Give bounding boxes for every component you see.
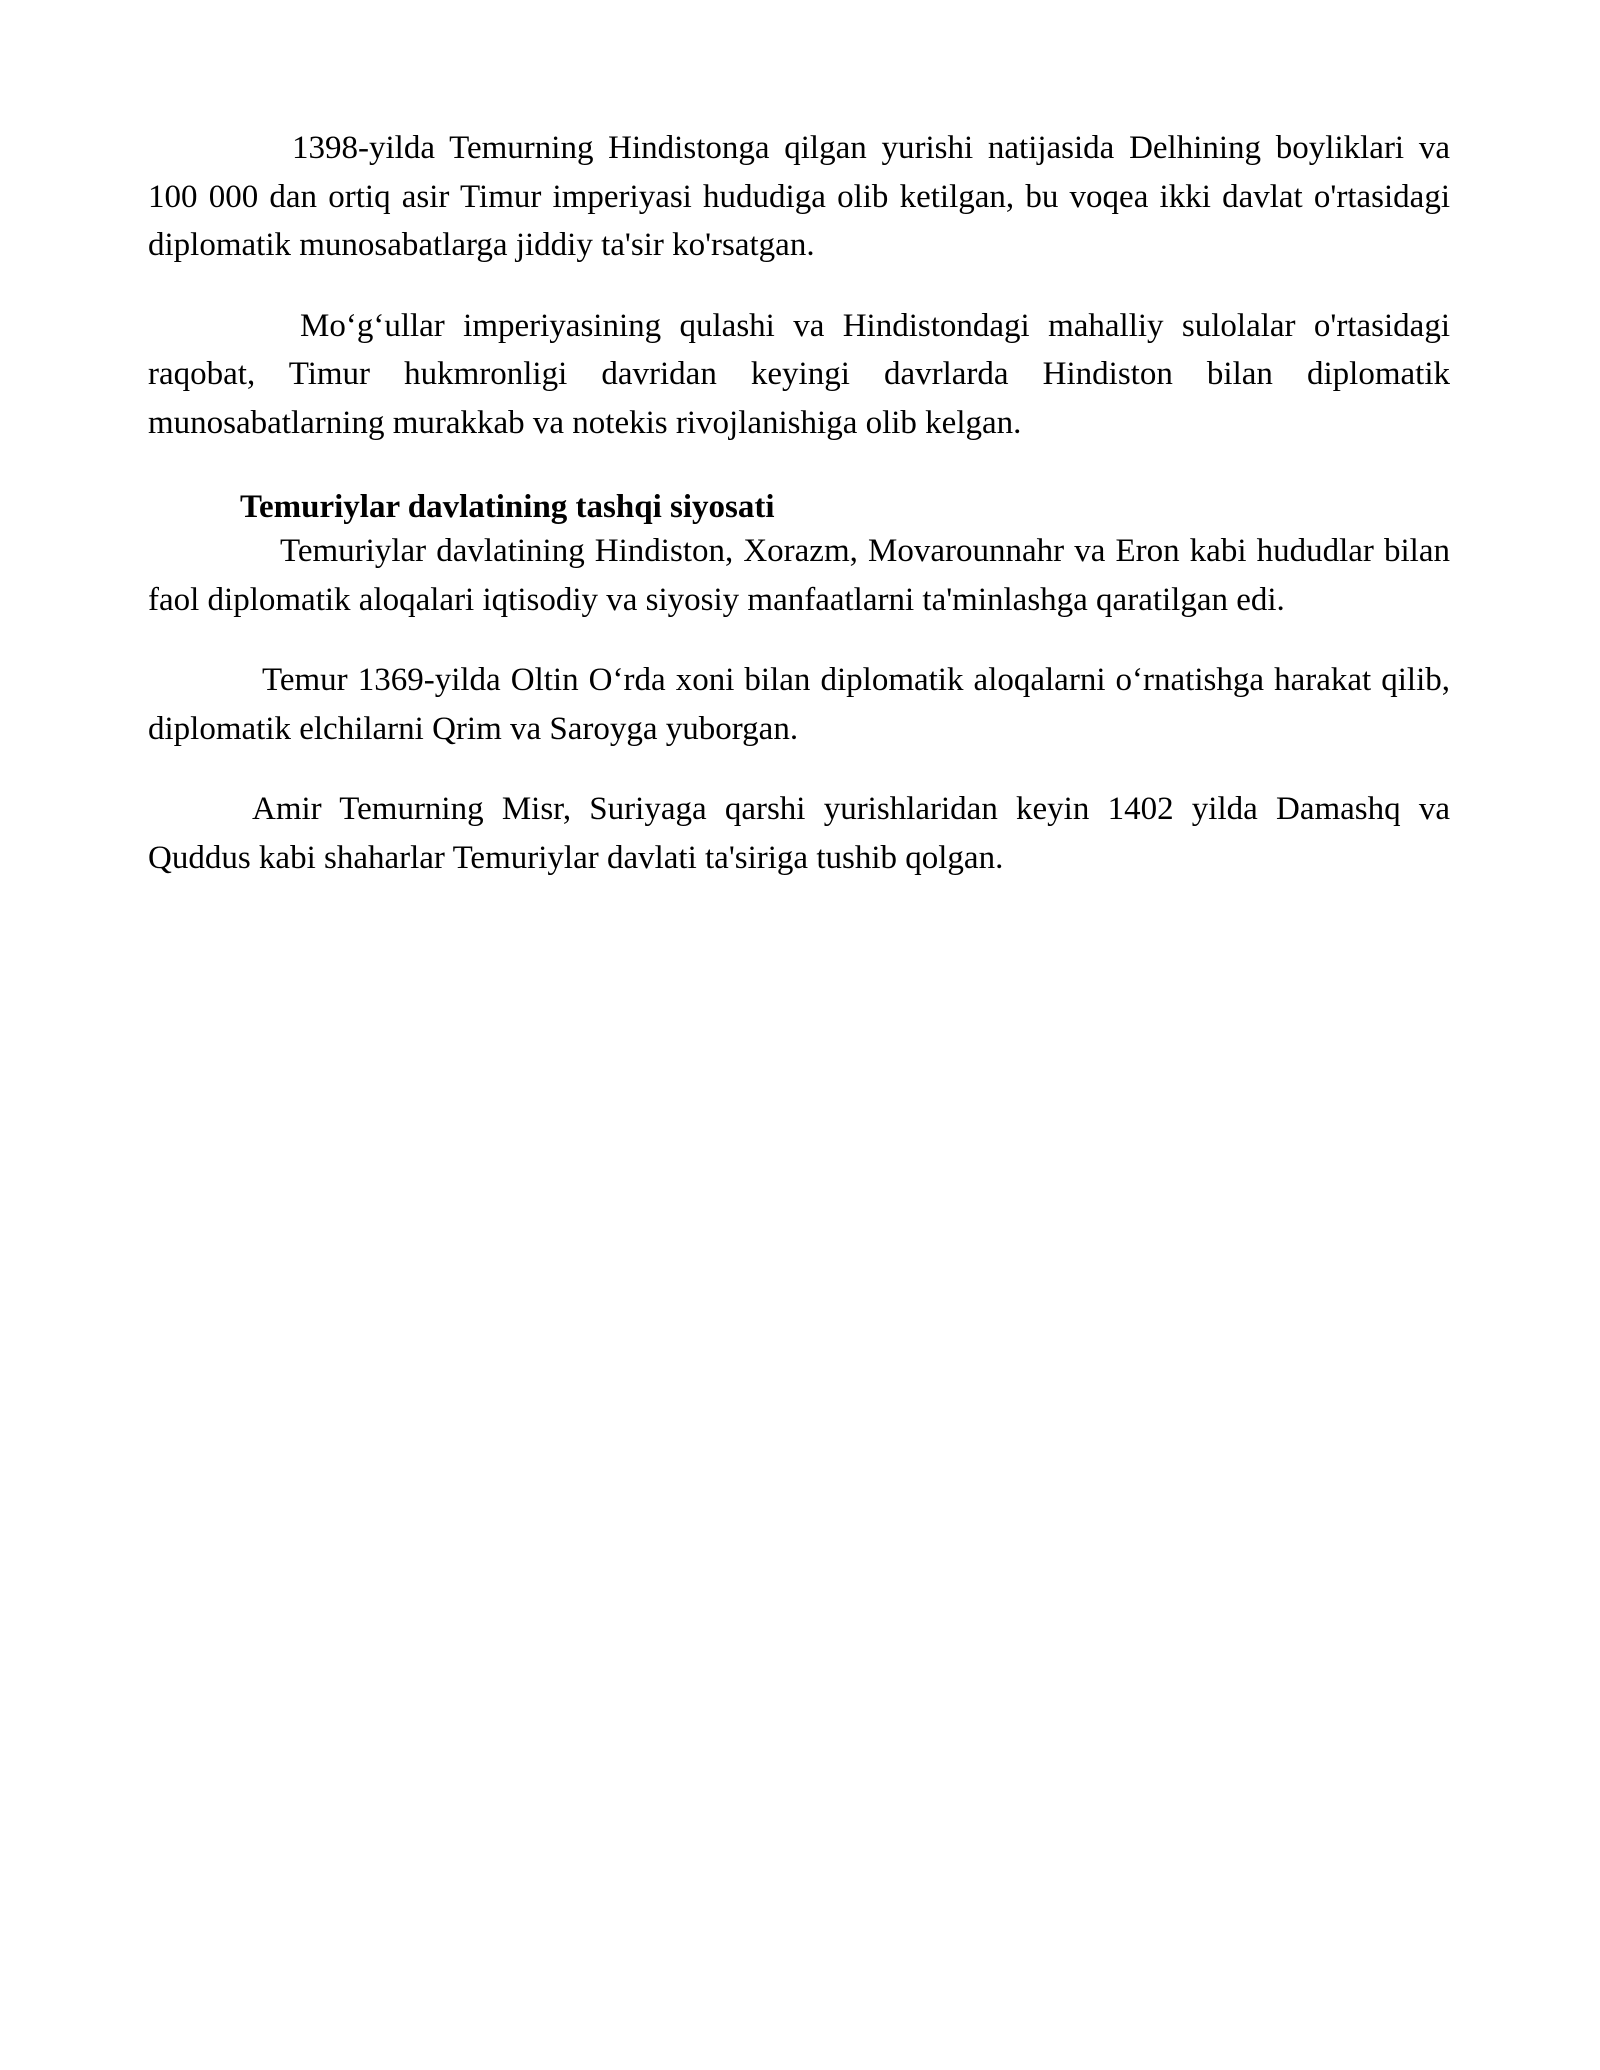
document-page xyxy=(148,124,1450,882)
paragraph-diplomatic-relations: Temuriylar davlatining Hindiston, Xorazm, Movarounnahr va Eron kabi hududlar bilan faol diplomatik aloqalari iqtisodiy va siyosiy manfaatlarni ta'minlashga qaratilgan edi. xyxy=(148,533,1450,618)
paragraph-mughal-empire: Mo‘g‘ullar imperiyasining qulashi va Hindistondagi mahalliy sulolalar o'rtasidagi raqobat, Timur hukmronligi davridan keyingi davrlarda Hindiston bilan diplomatik munosabatlarning murakkab va notekis rivojlanishiga olib kelgan. xyxy=(148,307,1450,441)
paragraph-delhi-campaign: 1398-yilda Temurning Hindistonga qilgan yurishi natijasida Delhining boyliklari va 100 000 dan ortiq asir Timur imperiyasi hududiga olib ketilgan, bu voqea ikki davlat o'rtasidagi diplomatik munosabatlarga jiddiy ta'sir ko'rsatgan. xyxy=(148,130,1450,263)
paragraph-golden-horde: Temur 1369-yilda Oltin O‘rda xoni bilan diplomatik aloqalarni o‘rnatishga harakat qilib, diplomatik elchilarni Qrim va Saroyga yuborgan. xyxy=(148,662,1450,747)
section-heading: Temuriylar davlatining tashqi siyosati xyxy=(240,489,775,525)
paragraph-egypt-syria: Amir Temurning Misr, Suriyaga qarshi yurishlaridan keyin 1402 yilda Damashq va Quddus kabi shaharlar Temuriylar davlati ta'siriga tushib qolgan. xyxy=(148,791,1450,876)
